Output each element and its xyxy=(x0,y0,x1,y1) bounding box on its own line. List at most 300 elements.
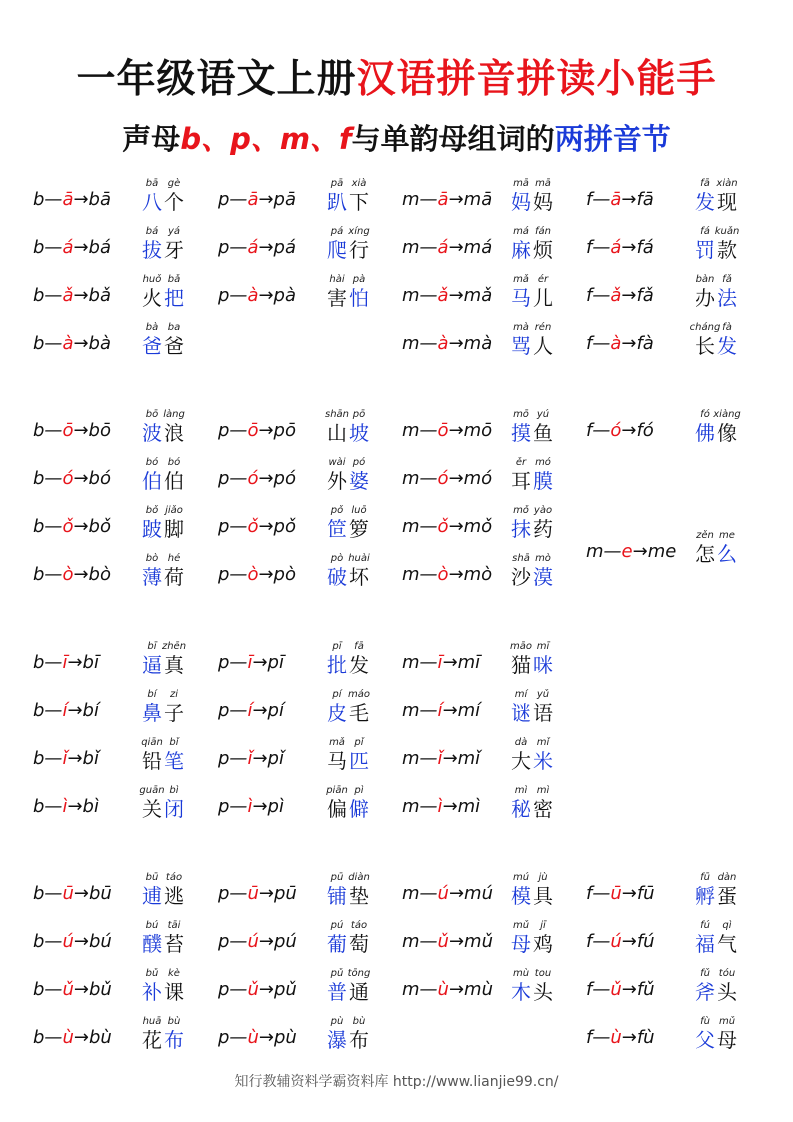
spelling-formula xyxy=(218,931,297,952)
syllable-entry xyxy=(33,447,213,495)
example-word xyxy=(689,322,738,358)
syllable-result: →mà xyxy=(448,333,493,354)
hanzi-character: 浪 xyxy=(164,421,184,445)
syllable-result: →mǎ xyxy=(448,285,493,306)
hanzi-character: 沙 xyxy=(511,565,531,589)
final-vowel: ō xyxy=(62,420,74,441)
pinyin-annotation: mǔ xyxy=(718,1016,736,1027)
pinyin-annotation: táo xyxy=(165,872,183,883)
initial-letter: b— xyxy=(33,1027,63,1048)
syllable-result: →fǔ xyxy=(621,979,655,1000)
syllable-result: →pǔ xyxy=(258,979,297,1000)
syllable-result: →pā xyxy=(258,189,297,210)
spelling-formula xyxy=(218,700,284,721)
pinyin-annotation: pō xyxy=(352,409,366,420)
syllable-result: →má xyxy=(448,237,493,258)
syllable-entry xyxy=(33,264,213,312)
initial-letter: m— xyxy=(402,700,438,721)
pinyin-annotation: mō xyxy=(513,409,529,420)
spelling-formula xyxy=(33,700,99,721)
spelling-formula xyxy=(33,979,112,1000)
word-character xyxy=(716,226,738,262)
word-character xyxy=(348,920,370,956)
word-character xyxy=(326,968,348,1004)
pinyin-annotation: xiàng xyxy=(713,409,741,420)
word-character xyxy=(348,457,370,493)
initial-letter: f— xyxy=(586,883,611,904)
spelling-formula xyxy=(402,700,480,721)
hanzi-character: 僻 xyxy=(349,797,369,821)
hanzi-character: 儿 xyxy=(533,286,553,310)
word-character xyxy=(163,505,185,541)
subtitle-part3: 与单韵母组词的 xyxy=(351,122,555,156)
hanzi-character: 真 xyxy=(164,653,184,677)
word-character xyxy=(716,920,738,956)
final-vowel: ù xyxy=(437,979,449,1000)
hanzi-character: 具 xyxy=(533,884,553,908)
initial-letter: m— xyxy=(402,796,438,817)
syllable-entry xyxy=(402,543,582,591)
initial-letter: b— xyxy=(33,237,63,258)
syllable-entry xyxy=(33,216,213,264)
hanzi-character: 现 xyxy=(717,190,737,214)
final-vowel: á xyxy=(610,237,622,258)
spelling-formula xyxy=(402,931,493,952)
word-character xyxy=(141,737,163,773)
word-character xyxy=(510,785,532,821)
example-word xyxy=(694,178,738,214)
initial-letter: f— xyxy=(586,420,611,441)
syllable-result: →fā xyxy=(621,189,654,210)
pinyin-annotation: pǐ xyxy=(354,737,364,748)
spelling-formula xyxy=(218,883,297,904)
syllable-result: →mò xyxy=(448,564,493,585)
initial-letter: p— xyxy=(218,748,248,769)
syllable-entry xyxy=(586,910,766,958)
initial-letter: b— xyxy=(33,652,63,673)
pinyin-annotation: fā xyxy=(700,178,710,189)
example-word xyxy=(510,178,554,214)
syllable-entry xyxy=(402,910,582,958)
word-character xyxy=(141,505,163,541)
word-character xyxy=(348,1016,370,1052)
pinyin-annotation: bù xyxy=(167,1016,181,1027)
hanzi-character: 山 xyxy=(327,421,347,445)
word-character xyxy=(348,785,370,821)
pinyin-annotation: piān xyxy=(326,785,348,796)
syllable-result: →pī xyxy=(252,652,284,673)
initial-letter: m— xyxy=(586,541,622,562)
syllable-entry xyxy=(33,399,213,447)
syllable-entry xyxy=(218,679,398,727)
initial-letter: p— xyxy=(218,420,248,441)
example-word xyxy=(694,274,738,310)
hanzi-character: 普 xyxy=(327,980,347,1004)
example-word xyxy=(326,920,370,956)
pinyin-annotation: yá xyxy=(167,226,181,237)
syllable-entry xyxy=(586,168,766,216)
hanzi-character: 抹 xyxy=(511,517,531,541)
example-word xyxy=(141,178,185,214)
pinyin-annotation: táo xyxy=(350,920,368,931)
pinyin-annotation: shā xyxy=(512,553,530,564)
hanzi-character: 秘 xyxy=(511,797,531,821)
word-character xyxy=(163,226,185,262)
final-vowel: ǎ xyxy=(610,285,622,306)
hanzi-character: 佛 xyxy=(695,421,715,445)
example-word xyxy=(326,505,370,541)
pinyin-annotation: bù xyxy=(352,1016,366,1027)
hanzi-character: 语 xyxy=(533,701,553,725)
pinyin-annotation: fū xyxy=(700,872,710,883)
final-vowel: í xyxy=(437,700,443,721)
word-character xyxy=(163,968,185,1004)
syllable-result: →pō xyxy=(258,420,296,441)
syllable-entry xyxy=(402,631,582,679)
hanzi-character: 行 xyxy=(349,238,369,262)
hanzi-character: 麻 xyxy=(511,238,531,262)
final-vowel: e xyxy=(621,541,633,562)
final-vowel: ǐ xyxy=(437,748,443,769)
hanzi-character: 人 xyxy=(533,334,553,358)
hanzi-character: 箩 xyxy=(349,517,369,541)
pinyin-annotation: rén xyxy=(534,322,552,333)
pinyin-annotation: fà xyxy=(722,322,732,333)
hanzi-character: 鼻 xyxy=(142,701,162,725)
hanzi-character: 花 xyxy=(142,1028,162,1052)
final-vowel: ǔ xyxy=(437,931,449,952)
spelling-formula xyxy=(33,1027,112,1048)
pinyin-annotation: ér xyxy=(537,274,549,285)
syllable-entry xyxy=(586,958,766,1006)
pinyin-annotation: qì xyxy=(722,920,732,931)
spelling-formula xyxy=(586,541,676,562)
word-character xyxy=(163,872,185,908)
syllable-result: →mǐ xyxy=(442,748,481,769)
final-vowel: ò xyxy=(62,564,74,585)
word-character xyxy=(532,322,554,358)
spelling-formula xyxy=(586,237,654,258)
final-vowel: ū xyxy=(62,883,74,904)
initial-letter: p— xyxy=(218,189,248,210)
hanzi-character: 逃 xyxy=(164,884,184,908)
example-word xyxy=(141,737,185,773)
pinyin-annotation: pò xyxy=(330,553,344,564)
hanzi-character: 布 xyxy=(164,1028,184,1052)
pinyin-annotation: guān xyxy=(139,785,165,796)
hanzi-character: 气 xyxy=(717,932,737,956)
pinyin-annotation: ba xyxy=(167,322,181,333)
hanzi-character: 马 xyxy=(327,749,347,773)
hanzi-character: 破 xyxy=(327,565,347,589)
initial-letter: b— xyxy=(33,420,63,441)
spelling-formula xyxy=(218,796,284,817)
syllable-entry xyxy=(33,495,213,543)
hanzi-character: 木 xyxy=(511,980,531,1004)
pinyin-annotation: bó xyxy=(167,457,181,468)
syllable-result: →bú xyxy=(73,931,112,952)
pinyin-annotation: yú xyxy=(536,409,550,420)
word-character xyxy=(689,322,721,358)
pinyin-annotation: mò xyxy=(535,553,551,564)
word-character xyxy=(716,968,738,1004)
example-word xyxy=(694,920,738,956)
word-character xyxy=(510,322,532,358)
pinyin-annotation: jī xyxy=(540,920,546,931)
final-vowel: ú xyxy=(610,931,622,952)
example-word xyxy=(694,530,738,566)
spelling-formula xyxy=(33,237,111,258)
pinyin-annotation: huā xyxy=(142,1016,162,1027)
syllable-entry xyxy=(33,312,213,360)
hanzi-character: 款 xyxy=(717,238,737,262)
word-character xyxy=(348,505,370,541)
word-character xyxy=(694,178,716,214)
word-character xyxy=(141,322,163,358)
pinyin-annotation: jiǎo xyxy=(165,505,183,516)
pinyin-annotation: shān xyxy=(325,409,350,420)
final-vowel: à xyxy=(610,333,622,354)
syllable-result: →bì xyxy=(67,796,99,817)
hanzi-character: 母 xyxy=(717,1028,737,1052)
word-character xyxy=(326,178,348,214)
spelling-formula xyxy=(402,420,492,441)
word-character xyxy=(141,872,163,908)
word-character xyxy=(326,457,348,493)
syllable-entry xyxy=(586,312,766,360)
pinyin-annotation: fǔ xyxy=(700,968,710,979)
syllable-result: →mí xyxy=(442,700,481,721)
syllable-result: →bí xyxy=(67,700,99,721)
syllable-result: →fú xyxy=(621,931,655,952)
pinyin-annotation: wài xyxy=(328,457,346,468)
example-word xyxy=(141,322,185,358)
example-word xyxy=(694,968,738,1004)
hanzi-character: 牙 xyxy=(164,238,184,262)
word-character xyxy=(163,920,185,956)
initial-letter: m— xyxy=(402,516,438,537)
final-vowel: ǐ xyxy=(247,748,253,769)
example-word xyxy=(694,226,738,262)
example-word xyxy=(510,274,554,310)
syllable-result: →mì xyxy=(442,796,481,817)
pinyin-annotation: mí xyxy=(514,689,528,700)
spelling-formula xyxy=(218,420,296,441)
syllable-result: →bō xyxy=(73,420,111,441)
syllable-entry xyxy=(33,1006,213,1054)
word-character xyxy=(163,457,185,493)
hanzi-character: 伯 xyxy=(164,469,184,493)
final-vowel: ǒ xyxy=(437,516,449,537)
syllable-result: →pí xyxy=(252,700,284,721)
word-character xyxy=(532,505,554,541)
final-vowel: ō xyxy=(247,420,259,441)
pinyin-annotation: bí xyxy=(147,689,157,700)
word-character xyxy=(532,641,554,677)
spelling-formula xyxy=(218,748,284,769)
example-word xyxy=(510,920,554,956)
word-character xyxy=(694,274,716,310)
spelling-formula xyxy=(402,468,492,489)
example-word xyxy=(510,785,554,821)
hanzi-character: 怕 xyxy=(349,286,369,310)
hanzi-character: 爬 xyxy=(327,238,347,262)
pinyin-annotation: pī xyxy=(332,641,342,652)
example-word xyxy=(141,505,185,541)
hanzi-character: 毛 xyxy=(349,701,369,725)
syllable-entry xyxy=(218,727,398,775)
pinyin-annotation: gè xyxy=(167,178,181,189)
pinyin-annotation: zhēn xyxy=(161,641,187,652)
final-vowel: í xyxy=(247,700,253,721)
syllable-result: →mú xyxy=(448,883,493,904)
example-word xyxy=(141,409,185,445)
pinyin-annotation: xíng xyxy=(348,226,370,237)
pinyin-annotation: qiān xyxy=(141,737,163,748)
word-character xyxy=(713,409,741,445)
syllable-entry xyxy=(33,168,213,216)
hanzi-character: 法 xyxy=(717,286,737,310)
example-word xyxy=(141,1016,185,1052)
syllable-entry xyxy=(402,775,582,823)
spelling-formula xyxy=(218,564,296,585)
word-character xyxy=(163,785,185,821)
hanzi-character: 逋 xyxy=(142,884,162,908)
final-vowel: ù xyxy=(247,1027,259,1048)
word-character xyxy=(510,872,532,908)
hanzi-character: 摸 xyxy=(511,421,531,445)
final-vowel: à xyxy=(247,285,259,306)
syllable-result: →bó xyxy=(73,468,111,489)
example-word xyxy=(510,737,554,773)
hanzi-character: 斧 xyxy=(695,980,715,1004)
pinyin-annotation: mú xyxy=(512,872,530,883)
hanzi-character: 药 xyxy=(533,517,553,541)
spelling-formula xyxy=(402,516,492,537)
word-character xyxy=(510,553,532,589)
final-vowel: ó xyxy=(610,420,622,441)
example-word xyxy=(326,457,370,493)
hanzi-character: 怎 xyxy=(695,542,715,566)
pinyin-annotation: má xyxy=(513,226,529,237)
word-character xyxy=(326,553,348,589)
hanzi-character: 个 xyxy=(164,190,184,214)
hanzi-character: 坏 xyxy=(349,565,369,589)
hanzi-character: 蛋 xyxy=(717,884,737,908)
pinyin-annotation: bó xyxy=(145,457,159,468)
initial-letter: b— xyxy=(33,189,63,210)
pinyin-annotation: mǎ xyxy=(329,737,345,748)
initial-letter: p— xyxy=(218,285,248,306)
initial-letter: m— xyxy=(402,237,438,258)
hanzi-character: 头 xyxy=(717,980,737,1004)
word-character xyxy=(532,553,554,589)
spelling-formula xyxy=(402,796,480,817)
word-character xyxy=(141,457,163,493)
syllable-entry xyxy=(218,775,398,823)
hanzi-character: 铺 xyxy=(327,884,347,908)
pinyin-annotation: yǔ xyxy=(536,689,550,700)
example-word xyxy=(510,689,554,725)
syllable-result: →pò xyxy=(258,564,296,585)
final-vowel: à xyxy=(437,333,449,354)
syllable-entry xyxy=(33,543,213,591)
syllable-entry xyxy=(33,727,213,775)
hanzi-character: 瀑 xyxy=(327,1028,347,1052)
pinyin-annotation: pó xyxy=(352,457,366,468)
initial-letter: f— xyxy=(586,237,611,258)
pinyin-annotation: bá xyxy=(145,226,159,237)
pinyin-annotation: dà xyxy=(514,737,528,748)
spelling-formula xyxy=(33,652,99,673)
hanzi-character: 笔 xyxy=(164,749,184,773)
spelling-formula xyxy=(33,516,111,537)
spelling-formula xyxy=(218,1027,297,1048)
pinyin-annotation: xiàn xyxy=(716,178,738,189)
syllable-entry xyxy=(218,631,398,679)
hanzi-character: 外 xyxy=(327,469,347,493)
hanzi-character: 孵 xyxy=(695,884,715,908)
example-word xyxy=(510,226,554,262)
word-character xyxy=(694,968,716,1004)
final-vowel: ū xyxy=(610,883,622,904)
initial-letter: m— xyxy=(402,748,438,769)
hanzi-character: 闭 xyxy=(164,797,184,821)
word-character xyxy=(141,641,163,677)
final-vowel: ù xyxy=(610,1027,622,1048)
word-character xyxy=(141,785,163,821)
syllable-entry xyxy=(402,679,582,727)
hanzi-character: 办 xyxy=(695,286,715,310)
syllable-result: →bò xyxy=(73,564,111,585)
pinyin-annotation: fù xyxy=(700,1016,710,1027)
initial-letter: f— xyxy=(586,979,611,1000)
syllable-result: →bǔ xyxy=(73,979,112,1000)
pinyin-annotation: kuǎn xyxy=(714,226,740,237)
hanzi-character: 批 xyxy=(327,653,347,677)
spelling-formula xyxy=(402,748,480,769)
initial-letter: p— xyxy=(218,516,248,537)
syllable-result: →pá xyxy=(258,237,297,258)
example-word xyxy=(141,641,185,677)
example-word xyxy=(694,409,741,445)
pinyin-annotation: mǎ xyxy=(513,274,529,285)
final-vowel: ā xyxy=(247,189,259,210)
pinyin-annotation: jù xyxy=(538,872,548,883)
example-word xyxy=(326,178,370,214)
word-character xyxy=(163,737,185,773)
final-vowel: ǐ xyxy=(62,748,68,769)
syllable-result: →mǔ xyxy=(448,931,493,952)
syllable-entry xyxy=(402,958,582,1006)
example-word xyxy=(326,226,370,262)
final-vowel: á xyxy=(437,237,449,258)
initial-letter: b— xyxy=(33,516,63,537)
initial-letter: m— xyxy=(402,979,438,1000)
syllable-result: →mó xyxy=(448,468,493,489)
hanzi-character: 密 xyxy=(533,797,553,821)
word-character xyxy=(532,689,554,725)
hanzi-character: 猫 xyxy=(511,653,531,677)
initial-letter: b— xyxy=(33,333,63,354)
hanzi-character: 匹 xyxy=(349,749,369,773)
syllable-entry xyxy=(33,958,213,1006)
word-character xyxy=(348,178,370,214)
word-character xyxy=(510,226,532,262)
subtitle-part2: b、p、m、f xyxy=(180,122,352,156)
word-character xyxy=(326,920,348,956)
spelling-formula xyxy=(402,333,492,354)
